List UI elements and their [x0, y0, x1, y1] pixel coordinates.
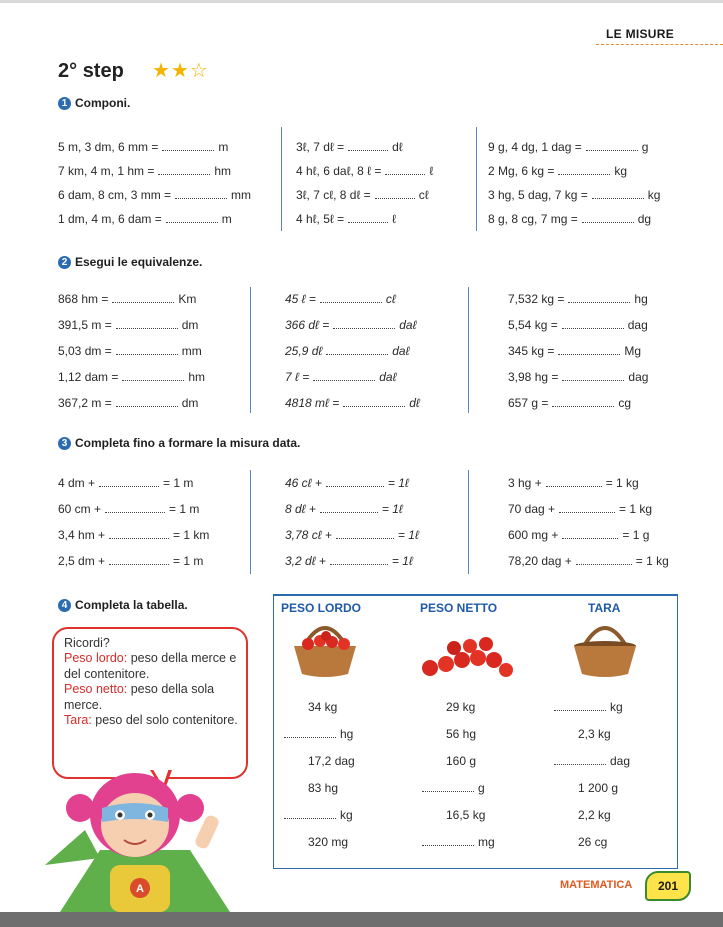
ex1-item [488, 164, 627, 178]
ex2-item [508, 318, 648, 332]
unit-label: daℓ [399, 318, 417, 332]
unit-label: mg [478, 835, 495, 849]
table-cell[interactable] [554, 700, 623, 714]
expression-text: 4 hℓ, 6 daℓ, 8 ℓ = [296, 164, 382, 178]
exercise-2-heading [58, 255, 202, 269]
top-border [0, 0, 723, 3]
ex3-item [285, 502, 403, 516]
table-cell: 2,3 kg [578, 727, 611, 741]
unit-label: dm [181, 318, 199, 332]
table-cell: 160 g [446, 754, 477, 768]
exercise-4-heading [58, 598, 188, 612]
expression-text: 345 kg = [508, 344, 555, 358]
strawberry [479, 637, 493, 651]
unit-label: dm [181, 396, 199, 410]
unit-label: daℓ [392, 344, 410, 358]
reminder-text [64, 636, 239, 728]
answer-blank[interactable] [559, 502, 615, 513]
answer-blank[interactable] [320, 292, 382, 303]
ex3-item [285, 476, 409, 490]
answer-blank[interactable] [284, 727, 336, 738]
answer-blank[interactable] [422, 835, 474, 846]
column-divider [468, 287, 469, 413]
answer-blank[interactable] [422, 781, 474, 792]
hair-bun-right [176, 794, 204, 822]
expression-text: 7 ℓ = [285, 370, 310, 384]
unit-label: g [641, 140, 649, 154]
expression-text: 3,98 hg = [508, 370, 559, 384]
step-label: step [82, 60, 124, 82]
expression-text: 60 cm + [58, 502, 102, 516]
superhero-girl-illustration [40, 770, 255, 912]
ex3-item [58, 554, 203, 568]
table-cell[interactable] [554, 754, 630, 768]
answer-blank[interactable] [568, 292, 630, 303]
expression-text: 391,5 m = [58, 318, 112, 332]
answer-blank[interactable] [122, 370, 184, 381]
strawberries-image [410, 630, 520, 682]
step-number: 2° [58, 60, 78, 82]
result-text: = 1 kg [619, 502, 653, 516]
answer-blank[interactable] [348, 140, 388, 151]
expression-text: 657 g = [508, 396, 549, 410]
table-cell[interactable] [284, 808, 353, 822]
answer-blank[interactable] [313, 370, 375, 381]
table-cell[interactable] [422, 835, 495, 849]
exercise-4-title: Completa la tabella. [75, 598, 188, 612]
unit-label: Km [178, 292, 197, 306]
exercise-3-title: Completa fino a formare la misura data. [75, 436, 301, 450]
lordo-text: peso della merce e del contenitore. [64, 651, 237, 681]
reminder-tara [64, 713, 239, 728]
unit-label: dag [627, 318, 648, 332]
unit-label: kg [610, 700, 623, 714]
lordo-label: Peso lordo: [64, 651, 128, 666]
result-text: = 1 m [169, 502, 200, 516]
ex1-item [296, 212, 396, 226]
ex1-item [58, 212, 232, 226]
table-cell[interactable] [422, 781, 485, 795]
expression-text: 4 dm + [58, 476, 96, 490]
answer-blank[interactable] [166, 212, 218, 223]
answer-blank[interactable] [546, 476, 602, 487]
header-peso-netto: PESO NETTO [420, 601, 498, 615]
basket-with-strawberries-image [290, 616, 360, 680]
answer-blank[interactable] [586, 140, 638, 151]
tara-text: peso del solo contenitore. [95, 713, 238, 728]
result-text: = 1 m [163, 476, 194, 490]
ex1-item [58, 140, 228, 154]
result-text: = 1ℓ [381, 502, 403, 516]
answer-blank[interactable] [348, 212, 388, 223]
ex2-item [508, 370, 648, 384]
expression-text: 8 dℓ + [285, 502, 316, 516]
ex2-item [508, 292, 648, 306]
unit-label: ℓ [392, 212, 397, 226]
answer-blank[interactable] [175, 188, 227, 199]
table-cell: 16,5 kg [446, 808, 486, 822]
answer-blank[interactable] [162, 140, 214, 151]
answer-blank[interactable] [330, 554, 388, 565]
unit-label: hm [214, 164, 232, 178]
ex2-item [285, 344, 409, 358]
header-divider [596, 44, 723, 45]
ex2-item [285, 370, 396, 384]
expression-text: 367,2 m = [58, 396, 112, 410]
unit-label: cg [618, 396, 632, 410]
expression-text: 6 dam, 8 cm, 3 mm = [58, 188, 172, 202]
expression-text: 7 km, 4 m, 1 hm = [58, 164, 155, 178]
ex2-item [285, 396, 420, 410]
table-cell: 1 200 g [578, 781, 619, 795]
expression-text: 3,4 hm + [58, 528, 106, 542]
unit-label: mm [181, 344, 202, 358]
expression-text: 3,2 dℓ + [285, 554, 326, 568]
page-header-title: LE MISURE [606, 27, 675, 41]
strawberry [486, 652, 502, 668]
exercise-1-title: Componi. [75, 96, 131, 110]
exercise-number-badge: 3 [58, 437, 71, 450]
expression-text: 3ℓ, 7 cℓ, 8 dℓ = [296, 188, 371, 202]
answer-blank[interactable] [158, 164, 210, 175]
result-text: = 1 km [173, 528, 210, 542]
expression-text: 5,03 dm = [58, 344, 112, 358]
column-divider [250, 287, 251, 413]
table-cell: 26 cg [578, 835, 608, 849]
reminder-lordo [64, 651, 239, 682]
unit-label: Mg [624, 344, 642, 358]
step-title [58, 60, 124, 83]
ex1-item [296, 140, 403, 154]
table-cell[interactable] [284, 727, 353, 741]
answer-blank[interactable] [582, 212, 634, 223]
answer-blank[interactable] [562, 318, 624, 329]
exercise-1-heading [58, 96, 130, 110]
unit-label: dag [610, 754, 631, 768]
bottom-border [0, 912, 723, 927]
answer-blank[interactable] [552, 396, 614, 407]
table-cell: 56 hg [446, 727, 477, 741]
column-divider [468, 470, 469, 574]
unit-label: m [221, 212, 232, 226]
star-filled-icon: ★ [170, 60, 189, 82]
answer-blank[interactable] [554, 700, 606, 711]
strawberry [302, 638, 314, 650]
unit-label: mm [231, 188, 252, 202]
strawberry [499, 663, 513, 677]
answer-blank[interactable] [320, 502, 378, 513]
ex2-item [58, 396, 198, 410]
unit-label: ℓ [429, 164, 434, 178]
expression-text: 600 mg + [508, 528, 559, 542]
expression-text: 2,5 dm + [58, 554, 106, 568]
header-peso-lordo: PESO LORDO [281, 601, 362, 615]
answer-blank[interactable] [116, 344, 178, 355]
table-cell: 320 mg [308, 835, 349, 849]
answer-blank[interactable] [116, 318, 178, 329]
expression-text: 8 g, 8 cg, 7 mg = [488, 212, 578, 226]
answer-blank[interactable] [284, 808, 336, 819]
ex3-item [508, 554, 669, 568]
footer-subject: MATEMATICA [560, 879, 633, 891]
answer-blank[interactable] [592, 188, 644, 199]
empty-basket-image [570, 616, 640, 680]
answer-blank[interactable] [375, 188, 415, 199]
table-cell: 34 kg [308, 700, 338, 714]
answer-blank[interactable] [326, 476, 384, 487]
star-empty-icon: ☆ [189, 60, 208, 82]
exercise-2-title: Esegui le equivalenze. [75, 255, 203, 269]
ex3-item [285, 554, 413, 568]
ex3-item [58, 476, 193, 490]
hair-bun-left [66, 794, 94, 822]
table-cell: 83 hg [308, 781, 339, 795]
unit-label: dℓ [392, 140, 403, 154]
unit-label: kg [614, 164, 628, 178]
face-shape [101, 793, 169, 857]
unit-label: hg [340, 727, 354, 741]
unit-label: kg [647, 188, 661, 202]
column-divider [476, 127, 477, 231]
answer-blank[interactable] [116, 396, 178, 407]
unit-label: kg [340, 808, 353, 822]
unit-label: cℓ [385, 292, 396, 306]
expression-text: 5 m, 3 dm, 6 mm = [58, 140, 159, 154]
ex2-item [285, 318, 416, 332]
netto-label: Peso netto: [64, 682, 128, 697]
expression-text: 868 hm = [58, 292, 109, 306]
exercise-3-heading [58, 436, 300, 450]
strawberry [438, 656, 454, 672]
answer-blank[interactable] [562, 528, 618, 539]
unit-label: dag [628, 370, 649, 384]
answer-blank[interactable] [343, 396, 405, 407]
unit-label: dg [637, 212, 652, 226]
exercise-number-badge: 2 [58, 256, 71, 269]
ex3-item [58, 502, 199, 516]
expression-text: 3ℓ, 7 dℓ = [296, 140, 345, 154]
ex1-item [58, 188, 251, 202]
result-text: = 1 m [173, 554, 204, 568]
ex1-item [296, 188, 429, 202]
table-cell: 2,2 kg [578, 808, 611, 822]
star-filled-icon: ★ [152, 60, 170, 82]
expression-text: 45 ℓ = [285, 292, 316, 306]
answer-blank[interactable] [558, 164, 610, 175]
basket-body [294, 646, 356, 677]
unit-label: g [478, 781, 485, 795]
answer-blank[interactable] [558, 344, 620, 355]
exercise-number-badge: 4 [58, 599, 71, 612]
column-divider [281, 127, 282, 231]
ex2-item [285, 292, 396, 306]
unit-label: hg [634, 292, 648, 306]
ex2-item [58, 344, 202, 358]
pupil-right [148, 813, 153, 818]
expression-text: 3 hg, 5 dag, 7 kg = [488, 188, 588, 202]
answer-blank[interactable] [105, 502, 165, 513]
expression-text: 25,9 dℓ [285, 344, 323, 358]
ex2-item [58, 370, 205, 384]
strawberry [447, 641, 461, 655]
table-cell: 17,2 dag [308, 754, 355, 768]
ex1-item [488, 188, 660, 202]
ex3-item [508, 502, 652, 516]
answer-blank[interactable] [109, 528, 169, 539]
expression-text: 3,78 cℓ + [285, 528, 332, 542]
strawberry [463, 639, 477, 653]
expression-text: 366 dℓ = [285, 318, 330, 332]
basket-body [574, 646, 636, 677]
ex1-item [296, 164, 433, 178]
answer-blank[interactable] [576, 554, 632, 565]
answer-blank[interactable] [112, 292, 174, 303]
strawberry [422, 660, 438, 676]
page-number-badge: 201 [645, 871, 691, 901]
expression-text: 4818 mℓ = [285, 396, 340, 410]
ex1-item [488, 212, 651, 226]
answer-blank[interactable] [336, 528, 394, 539]
answer-blank[interactable] [109, 554, 169, 565]
expression-text: 4 hℓ, 5ℓ = [296, 212, 345, 226]
result-text: = 1 g [622, 528, 650, 542]
ex2-item [508, 344, 641, 358]
strawberry [321, 631, 331, 641]
result-text: = 1ℓ [391, 554, 413, 568]
ex3-item [58, 528, 209, 542]
expression-text: 3 hg + [508, 476, 542, 490]
result-text: = 1 kg [605, 476, 639, 490]
ex2-item [58, 292, 196, 306]
unit-label: dℓ [409, 396, 420, 410]
ex3-item [508, 528, 649, 542]
answer-blank[interactable] [333, 318, 395, 329]
ex1-item [58, 164, 231, 178]
expression-text: 78,20 dag + [508, 554, 572, 568]
ex3-item [285, 528, 419, 542]
result-text: = 1ℓ [397, 528, 419, 542]
expression-text: 9 g, 4 dg, 1 dag = [488, 140, 582, 154]
unit-label: hm [188, 370, 206, 384]
expression-text: 2 Mg, 6 kg = [488, 164, 555, 178]
tara-label: Tara: [64, 713, 92, 728]
answer-blank[interactable] [554, 754, 606, 765]
answer-blank[interactable] [326, 344, 388, 355]
ex2-item [58, 318, 198, 332]
exercise-number-badge: 1 [58, 97, 71, 110]
difficulty-stars [152, 60, 208, 82]
expression-text: 70 dag + [508, 502, 556, 516]
answer-blank[interactable] [385, 164, 425, 175]
expression-text: 1 dm, 4 m, 6 dam = [58, 212, 162, 226]
unit-label: cℓ [418, 188, 429, 202]
ex2-item [508, 396, 631, 410]
result-text: = 1 kg [635, 554, 669, 568]
unit-label: m [218, 140, 229, 154]
expression-text: 5,54 kg = [508, 318, 558, 332]
pupil-left [118, 813, 123, 818]
unit-label: daℓ [379, 370, 397, 384]
answer-blank[interactable] [99, 476, 159, 487]
ex1-item [488, 140, 648, 154]
expression-text: 1,12 dam = [58, 370, 119, 384]
expression-text: 7,532 kg = [508, 292, 565, 306]
header-tara: TARA [588, 601, 621, 615]
answer-blank[interactable] [562, 370, 624, 381]
cape-left-shape [45, 830, 100, 865]
ex3-item [508, 476, 639, 490]
reminder-title: Ricordi? [64, 636, 110, 650]
reminder-netto [64, 682, 239, 713]
table-cell: 29 kg [446, 700, 476, 714]
column-divider [250, 470, 251, 574]
strawberry [338, 638, 350, 650]
result-text: = 1ℓ [387, 476, 409, 490]
emblem-letter: A [136, 883, 144, 895]
expression-text: 46 cℓ + [285, 476, 322, 490]
netto-text: peso della sola merce. [64, 682, 215, 712]
